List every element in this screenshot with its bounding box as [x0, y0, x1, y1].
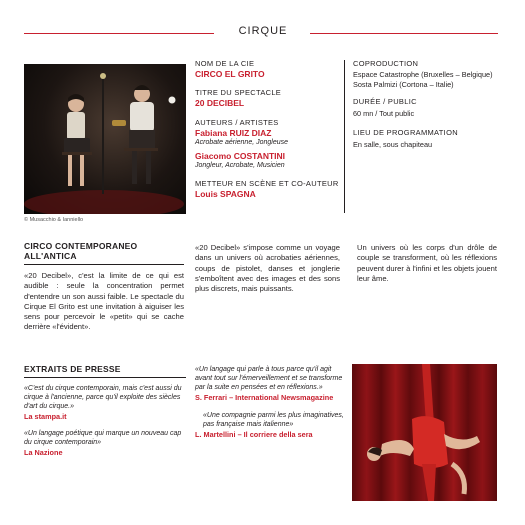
- artist2-role: Jongleur, Acrobate, Musicien: [195, 162, 285, 169]
- duration-value: 60 mn / Tout public: [353, 109, 415, 118]
- artist1-role: Acrobate aérienne, Jongleuse: [195, 139, 289, 146]
- info-divider: [344, 60, 345, 213]
- coprod-line2: Sosta Palmizi (Cortona – Italie): [353, 79, 454, 89]
- press-source-3: S. Ferrari – International Newsmagazine: [195, 393, 334, 402]
- coprod-line1: Espace Catastrophe (Bruxelles – Belgique): [353, 70, 493, 79]
- aerial-acrobat-photo: [352, 364, 497, 501]
- press-heading-rule: [24, 377, 186, 378]
- performers-illustration: [24, 64, 186, 214]
- artist2-name: Giacomo COSTANTINI: [195, 151, 286, 161]
- description-text-3: Un univers où les corps d'un drôle de couple se transforment, où les réflexions peuvent durer à l'infini et les objets jouent leur âme.: [357, 243, 497, 283]
- section-title: CIRQUE: [238, 25, 288, 37]
- show-label: TITRE DU SPECTACLE: [195, 88, 282, 97]
- duration-label: DURÉE / PUBLIC: [353, 97, 417, 106]
- press-quote-2: «Un langage poétique qui marque un nouveau cap du cirque contemporain»: [24, 430, 182, 446]
- info-left-column: [195, 59, 340, 199]
- description-col1: [24, 241, 184, 333]
- header-rule-right: [310, 33, 498, 34]
- venue-label: LIEU DE PROGRAMMATION: [353, 128, 458, 137]
- director-label: METTEUR EN SCÈNE ET CO-AUTEUR: [195, 179, 339, 188]
- press-quote-3: «Un langage qui parle à tous parce qu'il agit avant tout sur l'émerveillement et se transforme par la suite en pensées et en réflexions.»: [195, 366, 343, 391]
- company-label: NOM DE LA CIE: [195, 59, 255, 68]
- description-col2: [195, 243, 340, 294]
- coprod-label: COPRODUCTION: [353, 59, 419, 68]
- press-mid: [195, 365, 345, 439]
- authors-label: AUTEURS / ARTISTES: [195, 118, 279, 127]
- press-quote-1: «C'est du cirque contemporain, mais c'est aussi du cirque à l'ancienne, parce qu'il exploite des siècles d'art du cirque.»: [24, 385, 182, 410]
- press-left: [24, 364, 186, 457]
- venue-value: En salle, sous chapiteau: [353, 140, 433, 149]
- press-source-2: La Nazione: [24, 448, 63, 457]
- header-rule-left: [24, 33, 214, 34]
- director-value: Louis SPAGNA: [195, 189, 256, 199]
- show-value: 20 DECIBEL: [195, 98, 245, 108]
- description-col3: [357, 243, 497, 284]
- description-heading: CIRCO CONTEMPORANEO ALL'ANTICA: [24, 241, 138, 261]
- description-text-2: «20 Decibel» s'impose comme un voyage dans un univers où acrobaties aériennes, coups de pistolet, danses et jonglerie s'emboîtent avec des images et des sons plus discrets, mais puissants.: [195, 243, 340, 294]
- press-quote-4: «Une compagnie parmi les plus imaginatives, pas française mais italienne»: [203, 412, 344, 428]
- press-source-4: L. Martellini – Il corriere della sera: [195, 430, 313, 439]
- photo-credit: © Musacchio & Ianniello: [24, 217, 84, 223]
- description-text-1: «20 Decibel», c'est la limite de ce qui est audible : seule la concentration permet d'entendre un son aussi faible. Le spectacle du Cirque El Grito est une invitation à aiguiser les sens pour percevoir le «petit» qui se cache derrière «l'évident».: [24, 271, 184, 332]
- company-value: CIRCO EL GRITO: [195, 69, 265, 79]
- performers-photo: [24, 64, 186, 214]
- info-right-column: [353, 59, 503, 149]
- press-source-1: La stampa.it: [24, 412, 67, 421]
- press-heading: EXTRAITS DE PRESSE: [24, 364, 121, 374]
- aerial-acrobat-illustration: [352, 364, 497, 501]
- description-heading-rule: [24, 264, 184, 265]
- artist1-name: Fabiana RUIZ DIAZ: [195, 128, 272, 138]
